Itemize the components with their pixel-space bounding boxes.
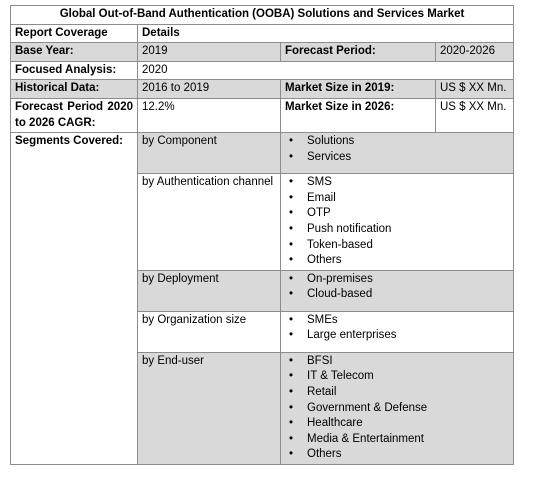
market-size-2026-value: US $ XX Mn. <box>436 98 514 132</box>
forecast-period-value: 2020-2026 <box>436 43 514 62</box>
segment-name: by Deployment <box>138 270 281 311</box>
market-size-2019-value: US $ XX Mn. <box>436 80 514 99</box>
table-title: Global Out-of-Band Authentication (OOBA) Solutions and Services Market <box>11 6 514 25</box>
segment-items <box>281 133 514 174</box>
segment-items <box>281 174 514 271</box>
segment-name: by Organization size <box>138 311 281 352</box>
segment-item: • Media & Entertainment <box>285 432 509 448</box>
header-report-coverage: Report Coverage <box>11 24 138 43</box>
historical-data-value: 2016 to 2019 <box>138 80 281 99</box>
segment-item: • Push notification <box>285 222 509 238</box>
market-size-2019-label: Market Size in 2019: <box>281 80 436 99</box>
segment-items <box>281 270 514 311</box>
focused-analysis-row <box>11 61 514 80</box>
segment-name: by Component <box>138 133 281 174</box>
forecast-cagr-label: Forecast Period 2020 to 2026 CAGR: <box>11 98 138 132</box>
forecast-period-label: Forecast Period: <box>281 43 436 62</box>
segment-name: by Authentication channel <box>138 174 281 271</box>
segment-item: • OTP <box>285 206 509 222</box>
segment-item: • IT & Telecom <box>285 369 509 385</box>
focused-analysis-label: Focused Analysis: <box>11 61 138 80</box>
title-row <box>11 6 514 25</box>
segment-item: • SMEs <box>285 313 509 329</box>
segments-covered-label: Segments Covered: <box>11 133 138 465</box>
header-row <box>11 24 514 43</box>
base-year-row <box>11 43 514 62</box>
segment-item: • Solutions <box>285 134 509 150</box>
segment-items <box>281 311 514 352</box>
historical-data-label: Historical Data: <box>11 80 138 99</box>
segment-item: • Services <box>285 150 509 166</box>
segment-name: by End-user <box>138 352 281 464</box>
segment-item: • Email <box>285 191 509 207</box>
segment-items <box>281 352 514 464</box>
segment-item: • Large enterprises <box>285 328 509 344</box>
segment-item: • Others <box>285 253 509 269</box>
segment-item: • Government & Defense <box>285 401 509 417</box>
segment-item: • Healthcare <box>285 416 509 432</box>
segment-item: • SMS <box>285 175 509 191</box>
market-size-2026-label: Market Size in 2026: <box>281 98 436 132</box>
forecast-cagr-row <box>11 98 514 132</box>
base-year-label: Base Year: <box>11 43 138 62</box>
segment-item: • Token-based <box>285 238 509 254</box>
segment-item: • Others <box>285 447 509 463</box>
segment-row <box>11 133 514 174</box>
segment-item: • Retail <box>285 385 509 401</box>
base-year-value: 2019 <box>138 43 281 62</box>
forecast-cagr-value: 12.2% <box>138 98 281 132</box>
header-details: Details <box>138 24 514 43</box>
market-report-table <box>10 5 514 465</box>
segment-item: • BFSI <box>285 354 509 370</box>
historical-row <box>11 80 514 99</box>
segment-item: • On-premises <box>285 272 509 288</box>
focused-analysis-value: 2020 <box>138 61 514 80</box>
segment-item: • Cloud-based <box>285 287 509 303</box>
